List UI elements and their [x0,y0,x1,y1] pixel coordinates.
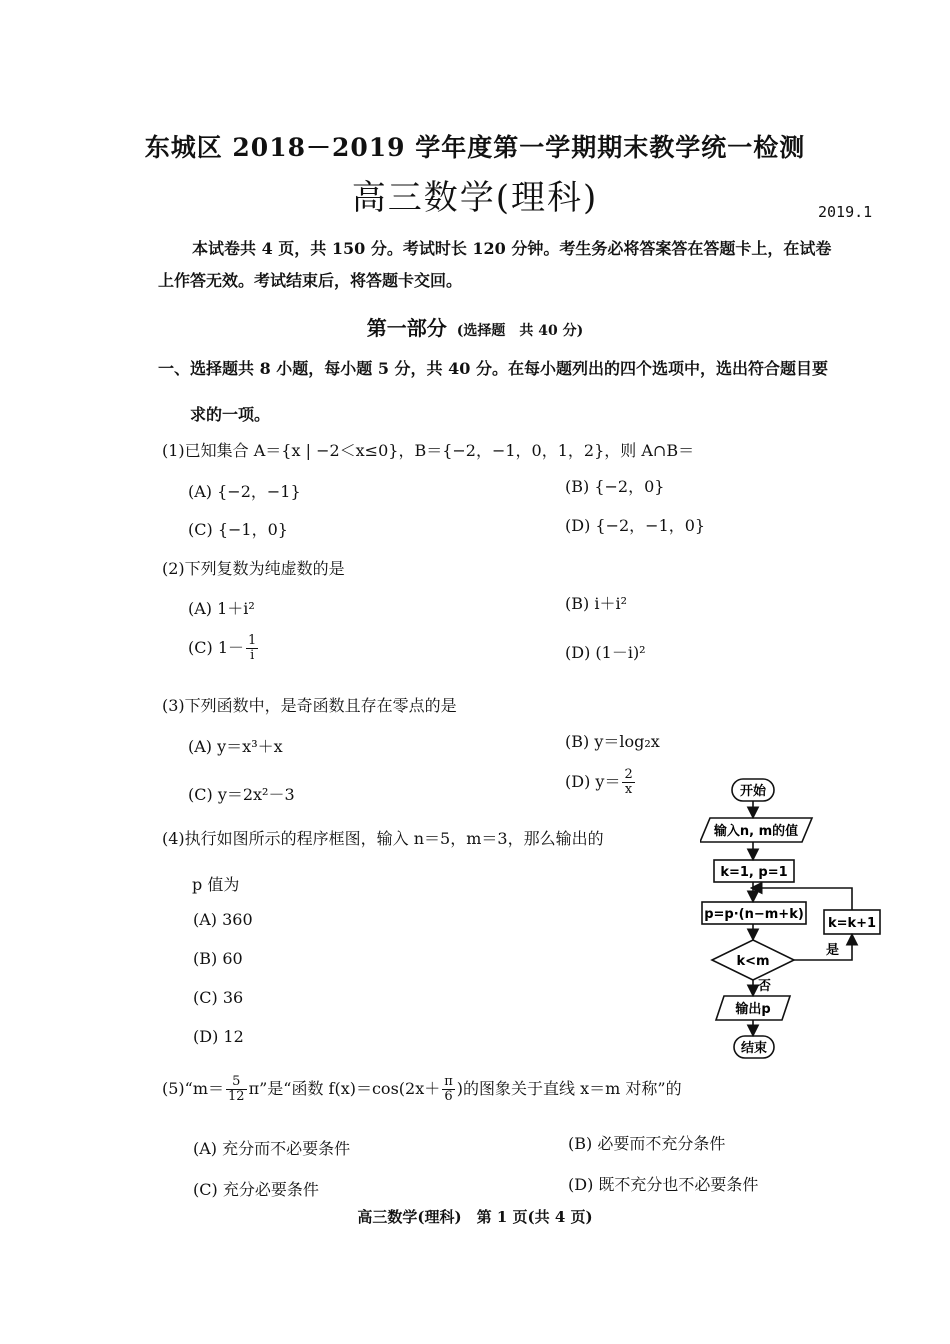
exam-subtitle: 高三数学(理科) [351,178,599,218]
fraction-denominator: 6 [444,1089,453,1104]
question-1-stem: (1)已知集合 A＝{x | −2＜x≤0}，B＝{−2，−1，0，1，2}，则 A∩B＝ [162,441,695,460]
flow-end-label: 结束 [740,1041,768,1056]
flow-start-label: 开始 [739,784,767,799]
question-3-stem: (3)下列函数中，是奇函数且存在零点的是 [162,696,457,715]
q5-option-c: (C) 充分必要条件 [193,1180,319,1199]
q2-option-c [188,634,260,663]
q2-option-c-label: (C) [188,638,213,657]
q4-option-a: (A) 360 [193,910,253,929]
q1-option-b: (B) {−2，0} [565,477,665,496]
q2-option-b: (B) i＋i² [565,594,627,613]
q3-option-d [565,768,637,797]
flow-increment-label: k=k+1 [827,916,877,931]
q5-stem-pre: (5)“m＝ [162,1079,225,1098]
q3-option-d-fraction [622,768,634,797]
flow-input-label: 输入n, m的值 [713,824,799,839]
exam-date: 2019.1 [818,203,873,221]
q5-option-b: (B) 必要而不充分条件 [568,1134,726,1153]
q4-option-d: (D) 12 [193,1027,244,1046]
notice-line-2: 上作答无效。考试结束后，将答题卡交回。 [158,271,463,290]
flow-output-label: 输出p [735,1002,771,1017]
q1-option-a: (A) {−2，−1} [188,482,301,501]
question-4-stem-line-2: p 值为 [192,875,240,894]
q1-option-c: (C) {−1，0} [188,520,288,539]
q3-option-a: (A) y＝x³＋x [188,737,283,756]
fraction-numerator: π [444,1074,453,1089]
q5-option-d: (D) 既不充分也不必要条件 [568,1175,759,1194]
question-5-stem [162,1075,682,1104]
section-title: 第一部分 [366,316,447,340]
q1-option-d: (D) {−2，−1，0} [565,516,706,535]
q3-option-d-pre: y＝ [595,772,621,791]
fraction-numerator: 5 [226,1075,247,1090]
q5-pi-fraction [442,1075,455,1104]
flow-condition-label: k<m [736,954,770,969]
section-heading [0,312,950,341]
q5-option-a: (A) 充分而不必要条件 [193,1139,351,1158]
flow-init-label: k=1, p=1 [720,865,788,880]
q2-option-a: (A) 1＋i² [188,599,255,618]
q5-m-fraction [226,1075,247,1104]
fraction-denominator: x [624,782,633,797]
flow-yes-label: 是 [826,943,840,958]
page-footer: 高三数学(理科) 第 1 页(共 4 页) [357,1208,593,1226]
q4-option-c: (C) 36 [193,988,244,1007]
q3-option-b: (B) y＝log₂x [565,732,660,751]
q2-option-c-pre: 1－ [217,638,245,657]
instruction-line-2: 求的一项。 [190,405,271,424]
q4-option-b: (B) 60 [193,949,243,968]
instruction-line-1: 一、选择题共 8 小题，每小题 5 分，共 40 分。在每小题列出的四个选项中，选出符合题目要 [158,359,828,378]
fraction-denominator: i [250,648,255,663]
fraction-denominator: 12 [228,1089,245,1104]
notice-line-1: 本试卷共 4 页，共 150 分。考试时长 120 分钟。考生务必将答案答在答题卡上，在试卷 [192,239,832,258]
q2-option-c-fraction [246,634,258,663]
exam-title: 东城区 2018－2019 学年度第一学期期末教学统一检测 [144,133,806,162]
program-flowchart [700,776,890,1066]
q5-stem-mid: π”是“函数 f(x)＝cos(2x＋ [248,1079,441,1098]
q2-option-d: (D) (1－i)² [565,643,646,662]
question-2-stem: (2)下列复数为纯虚数的是 [162,559,345,578]
flow-no-label: 否 [758,979,772,994]
q3-option-c: (C) y＝2x²－3 [188,785,295,804]
question-4-stem-line-1: (4)执行如图所示的程序框图，输入 n＝5，m＝3，那么输出的 [162,829,604,848]
flow-calc-label: p=p·(n−m+k) [704,907,804,922]
q3-option-d-label: (D) [565,772,591,791]
fraction-numerator: 1 [248,633,257,648]
fraction-numerator: 2 [624,767,633,782]
q5-stem-post: )的图象关于直线 x＝m 对称”的 [456,1079,682,1098]
section-subtitle: (选择题 共 40 分) [456,323,584,339]
